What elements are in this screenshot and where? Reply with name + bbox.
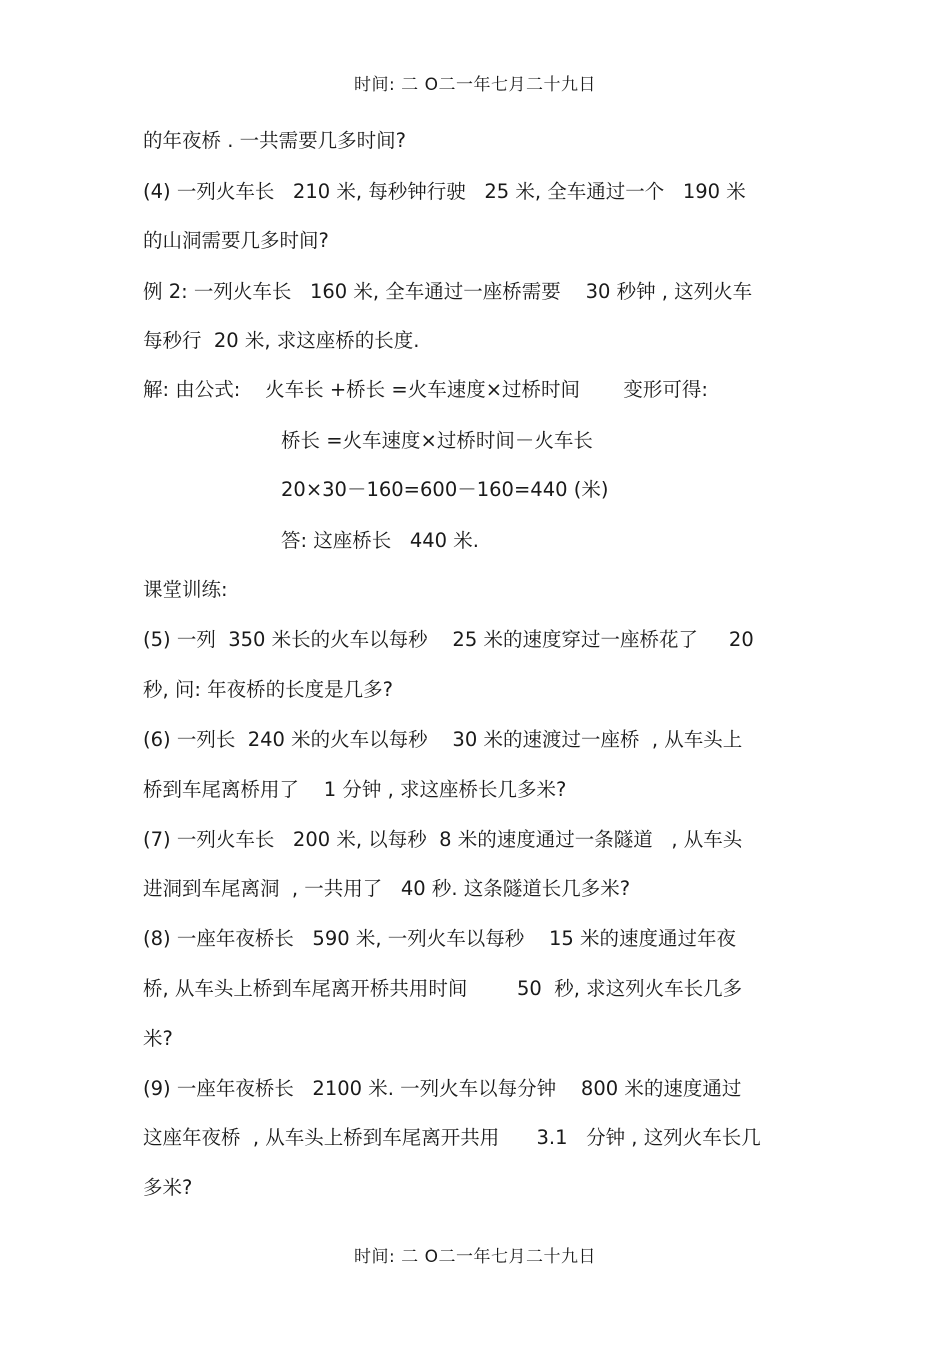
text-line: 答: 这座桥长 440 米. xyxy=(281,529,479,552)
text-line: 米? xyxy=(143,1027,173,1050)
text-line: 多米? xyxy=(143,1176,193,1199)
text-line: 桥, 从车头上桥到车尾离开桥共用时间 50 秒, 求这列火车长几多 xyxy=(143,977,743,1000)
text-line: 秒, 问: 年夜桥的长度是几多? xyxy=(143,678,394,701)
text-line: (4) 一列火车长 210 米, 每秒钟行驶 25 米, 全车通过一个 190 米 xyxy=(143,180,746,203)
text-line: 这座年夜桥 , 从车头上桥到车尾离开共用 3.1 分钟 , 这列火车长几 xyxy=(143,1126,761,1149)
text-line: 进洞到车尾离洞 , 一共用了 40 秒. 这条隧道长几多米? xyxy=(143,877,631,900)
page-header: 时间: 二 O二一年七月二十九日 xyxy=(354,75,596,95)
text-line: 20×30－160=600－160=440 (米) xyxy=(281,478,609,501)
text-line: 例 2: 一列火车长 160 米, 全车通过一座桥需要 30 秒钟 , 这列火车 xyxy=(143,280,753,303)
page-footer: 时间: 二 O二一年七月二十九日 xyxy=(354,1247,596,1267)
text-line: 的年夜桥 . 一共需要几多时间? xyxy=(143,129,406,152)
text-line: 桥到车尾离桥用了 1 分钟 , 求这座桥长几多米? xyxy=(143,778,567,801)
text-line: 桥长 =火车速度×过桥时间－火车长 xyxy=(281,429,593,452)
text-line: (6) 一列长 240 米的火车以每秒 30 米的速渡过一座桥 , 从车头上 xyxy=(143,728,743,751)
text-line: (5) 一列 350 米长的火车以每秒 25 米的速度穿过一座桥花了 20 xyxy=(143,628,754,651)
text-line: (9) 一座年夜桥长 2100 米. 一列火车以每分钟 800 米的速度通过 xyxy=(143,1077,742,1100)
text-line: (7) 一列火车长 200 米, 以每秒 8 米的速度通过一条隧道 , 从车头 xyxy=(143,828,743,851)
section-heading: 课堂训练: xyxy=(143,578,228,601)
text-line: 解: 由公式: 火车长 +桥长 =火车速度×过桥时间 变形可得: xyxy=(143,378,709,401)
text-line: 的山洞需要几多时间? xyxy=(143,229,329,252)
text-line: (8) 一座年夜桥长 590 米, 一列火车以每秒 15 米的速度通过年夜 xyxy=(143,927,737,950)
text-line: 每秒行 20 米, 求这座桥的长度. xyxy=(143,329,420,352)
